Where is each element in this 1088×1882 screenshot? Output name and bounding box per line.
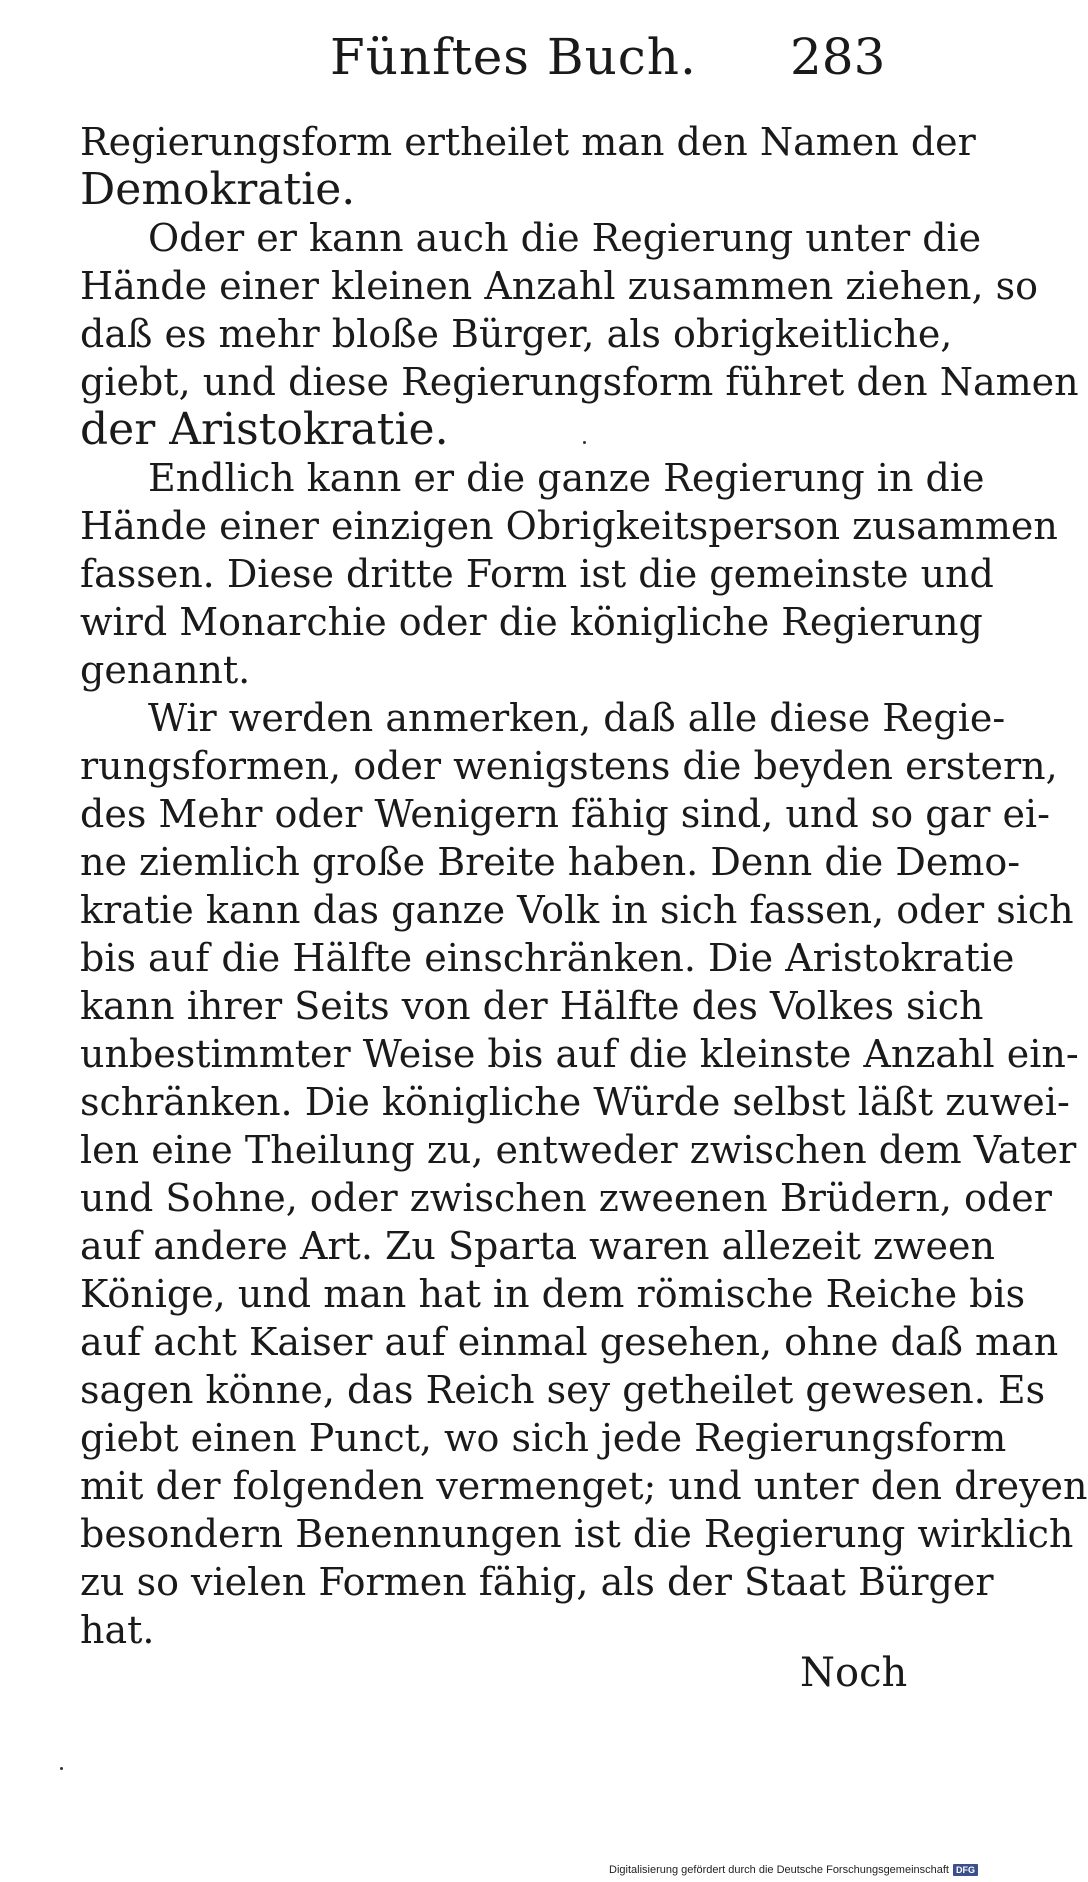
text-line: rungsformen, oder wenigstens die beyden erstern, bbox=[80, 744, 1058, 788]
text-line: fassen. Diese dritte Form ist die gemeinste und bbox=[80, 552, 994, 596]
digitization-credit bbox=[609, 1864, 978, 1876]
text-line: Könige, und man hat in dem römische Reiche bis bbox=[80, 1272, 1026, 1316]
text-line: giebt einen Punct, wo sich jede Regierungsform bbox=[80, 1416, 1007, 1460]
text-line: kann ihrer Seits von der Hälfte des Volkes sich bbox=[80, 984, 984, 1028]
text-line: genannt. bbox=[80, 648, 251, 692]
text-line: der Aristokratie. bbox=[80, 404, 449, 455]
text-line: besondern Benennungen ist die Regierung wirklich bbox=[80, 1512, 1074, 1556]
text-line: ne ziemlich große Breite haben. Denn die Demo- bbox=[80, 840, 1021, 884]
text-line: zu so vielen Formen fähig, als der Staat Bürger bbox=[80, 1560, 994, 1604]
text-line: giebt, und diese Regierungsform führet den Namen bbox=[80, 360, 1079, 404]
text-line: auf acht Kaiser auf einmal gesehen, ohne daß man bbox=[80, 1320, 1059, 1364]
text-line: Demokratie. bbox=[80, 164, 356, 215]
text-line: hat. bbox=[80, 1608, 155, 1652]
text-line: Hände einer kleinen Anzahl zusammen ziehen, so bbox=[80, 264, 1039, 308]
text-line: und Sohne, oder zwischen zweenen Brüdern, oder bbox=[80, 1176, 1052, 1220]
page-number: 283 bbox=[790, 28, 886, 86]
text-line: daß es mehr bloße Bürger, als obrigkeitliche, bbox=[80, 312, 953, 356]
catchword: Noch bbox=[800, 1650, 908, 1696]
text-line: Oder er kann auch die Regierung unter die bbox=[148, 216, 982, 260]
dfg-logo: DFG bbox=[953, 1864, 978, 1876]
text-line: Endlich kann er die ganze Regierung in die bbox=[148, 456, 985, 500]
text-line: Regierungsform ertheilet man den Namen der bbox=[80, 120, 976, 164]
ink-speck bbox=[60, 1767, 63, 1770]
text-line: unbestimmter Weise bis auf die kleinste Anzahl ein- bbox=[80, 1032, 1079, 1076]
running-head: Fünftes Buch. bbox=[330, 28, 697, 86]
text-line: Hände einer einzigen Obrigkeitsperson zusammen bbox=[80, 504, 1058, 548]
text-line: kratie kann das ganze Volk in sich fassen, oder sich bbox=[80, 888, 1074, 932]
ink-speck bbox=[583, 441, 586, 444]
text-line: Wir werden anmerken, daß alle diese Regie- bbox=[148, 696, 1006, 740]
text-line: des Mehr oder Wenigern fähig sind, und so gar ei- bbox=[80, 792, 1050, 836]
text-line: wird Monarchie oder die königliche Regierung bbox=[80, 600, 983, 644]
text-line: auf andere Art. Zu Sparta waren allezeit zween bbox=[80, 1224, 995, 1268]
text-line: bis auf die Hälfte einschränken. Die Aristokratie bbox=[80, 936, 1015, 980]
text-line: sagen könne, das Reich sey getheilet gewesen. Es bbox=[80, 1368, 1046, 1412]
credit-text: Digitalisierung gefördert durch die Deutsche Forschungsgemeinschaft bbox=[609, 1864, 949, 1876]
text-line: schränken. Die königliche Würde selbst läßt zuwei- bbox=[80, 1080, 1070, 1124]
body-text bbox=[80, 118, 1088, 1654]
text-line: len eine Theilung zu, entweder zwischen dem Vater bbox=[80, 1128, 1077, 1172]
text-line: mit der folgenden vermenget; und unter den dreyen bbox=[80, 1464, 1088, 1508]
